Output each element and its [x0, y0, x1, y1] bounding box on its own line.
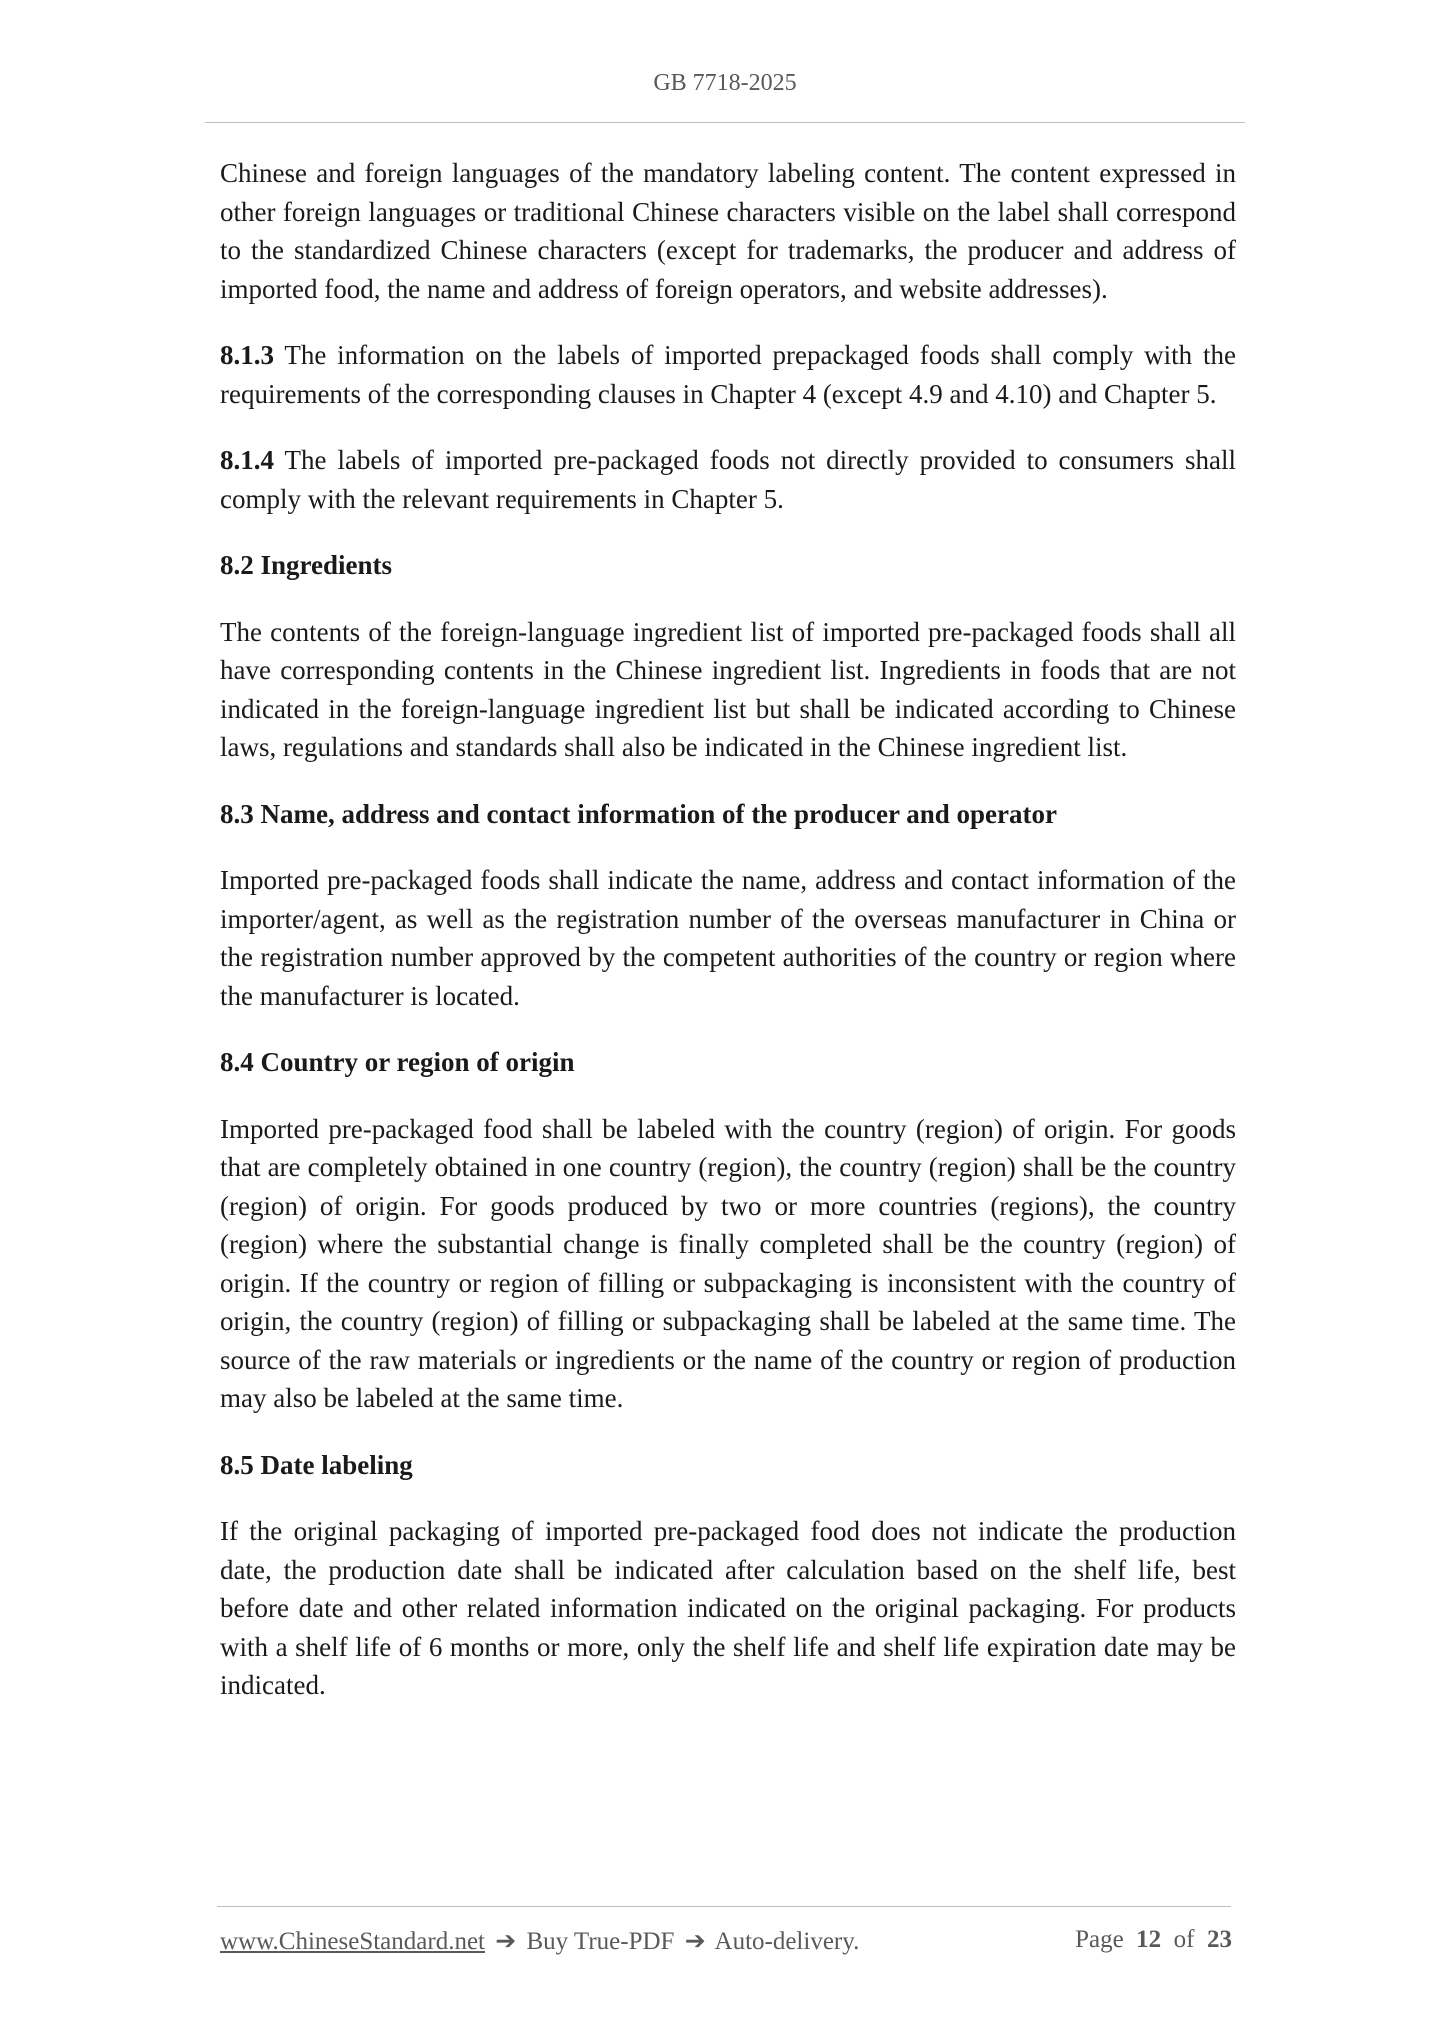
section-heading-8-3: 8.3 Name, address and contact information of the producer and operator	[220, 798, 1057, 829]
website-link[interactable]: www.ChineseStandard.net	[220, 1928, 485, 1955]
buy-text: Buy True-PDF	[526, 1928, 675, 1955]
clause-text: The information on the labels of imported prepackaged foods shall comply with the requirements of the corresponding clauses in Chapter 4 (except 4.9 and 4.10) and Chapter 5.	[220, 340, 1236, 409]
section-heading-8-4: 8.4 Country or region of origin	[220, 1047, 575, 1077]
footer-promo	[220, 1926, 859, 1956]
section-text-8-4: Imported pre-packaged food shall be labeled with the country (region) of origin. For goods that are completely obtained in one country (region), the country (region) shall be the country (region) of origin. For goods produced by two or more countries (regions), the country (region) where the substantial change is finally completed shall be the country (region) of origin. If the country or region of filling or subpackaging is inconsistent with the country of origin, the country (region) of filling or subpackaging shall be labeled at the same time. The source of the raw materials or ingredients or the name of the country or region of production may also be labeled at the same time.	[220, 1113, 1236, 1413]
section-text-8-5: If the original packaging of imported pre-packaged food does not indicate the production date, the production date shall be indicated after calculation based on the shelf life, best before date and other related information indicated on the original packaging. For products with a shelf life of 6 months or more, only the shelf life and shelf life expiration date may be indicated.	[220, 1516, 1236, 1700]
intro-paragraph: Chinese and foreign languages of the mandatory labeling content. The content expressed in other foreign languages or traditional Chinese characters visible on the label shall correspond to the standardized Chinese characters (except for trademarks, the producer and address of imported food, the name and address of foreign operators, and website addresses).	[220, 158, 1236, 304]
section-heading-8-2: 8.2 Ingredients	[220, 550, 393, 580]
clause-8-1-4	[220, 441, 1236, 518]
clause-number: 8.1.4	[220, 445, 274, 475]
footer-divider	[217, 1906, 1231, 1907]
page-total: 23	[1207, 1926, 1232, 1953]
page-content	[220, 154, 1236, 1705]
page-of: of	[1173, 1926, 1195, 1953]
section-heading-8-5: 8.5 Date labeling	[220, 1449, 413, 1480]
page-number	[1075, 1926, 1232, 1956]
section-text-8-3: Imported pre-packaged foods shall indicate the name, address and contact information of the importer/agent, as well as the registration number of the overseas manufacturer in China or the registration number approved by the competent authorities of the country or region where the manufacturer is located.	[220, 865, 1236, 1011]
page-footer	[220, 1926, 1232, 1956]
delivery-text: Auto-delivery.	[714, 1928, 860, 1955]
page-label: Page	[1075, 1926, 1124, 1953]
arrow-right-icon: ➔	[684, 1928, 706, 1955]
arrow-right-icon: ➔	[495, 1928, 517, 1955]
clause-8-1-3	[220, 336, 1236, 413]
page-header-title: GB 7718-2025	[653, 70, 797, 96]
header-divider	[205, 122, 1245, 123]
page-current: 12	[1136, 1926, 1162, 1953]
section-text-8-2: The contents of the foreign-language ingredient list of imported pre-packaged foods shall all have corresponding contents in the Chinese ingredient list. Ingredients in foods that are not indicated in the foreign-language ingredient list but shall be indicated according to Chinese laws, regulations and standards shall also be indicated in the Chinese ingredient list.	[220, 616, 1236, 762]
clause-text: The labels of imported pre-packaged foods not directly provided to consumers shall comply with the relevant requirements in Chapter 5.	[220, 445, 1236, 514]
clause-number: 8.1.3	[220, 340, 274, 370]
